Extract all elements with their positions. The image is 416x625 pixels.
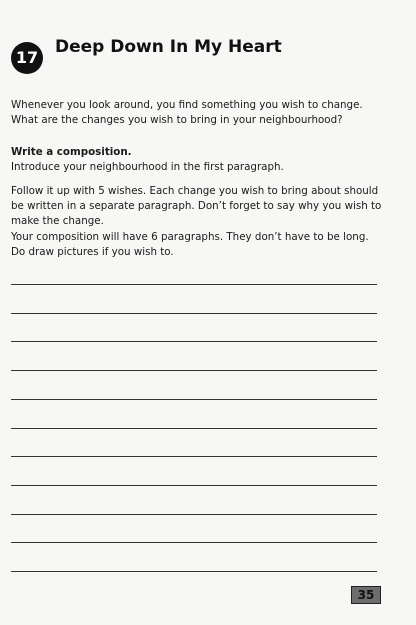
instructions-line-3: make the change. [11, 215, 104, 228]
writing-line [11, 428, 377, 429]
intro-line-2: What are the changes you wish to bring in your neighbourhood? [11, 114, 343, 127]
writing-line [11, 313, 377, 314]
task-heading: Write a composition. [11, 146, 132, 158]
intro-line-1: Whenever you look around, you find something you wish to change. [11, 99, 363, 111]
writing-line [11, 571, 377, 572]
instructions-line-4: Your composition will have 6 paragraphs. They don’t have to be long. [11, 230, 369, 243]
page-title: Deep Down In My Heart [55, 37, 282, 57]
instructions-line-5: Do draw pictures if you wish to. [11, 245, 174, 258]
page-number: 35 [351, 586, 381, 604]
instructions-line-1: Follow it up with 5 wishes. Each change you wish to bring about should [11, 185, 379, 197]
writing-line [11, 456, 377, 457]
writing-lines-area [11, 0, 377, 625]
writing-line [11, 370, 377, 371]
chapter-number-badge: 17 [11, 42, 43, 74]
writing-line [11, 284, 377, 285]
instructions-line-2: be written in a separate paragraph. Don’t forget to say why you wish to [11, 200, 382, 213]
writing-line [11, 341, 377, 342]
writing-line [11, 399, 377, 400]
writing-line [11, 514, 377, 515]
task-line-1: Introduce your neighbourhood in the first paragraph. [11, 161, 284, 174]
writing-line [11, 542, 377, 543]
writing-line [11, 485, 377, 486]
